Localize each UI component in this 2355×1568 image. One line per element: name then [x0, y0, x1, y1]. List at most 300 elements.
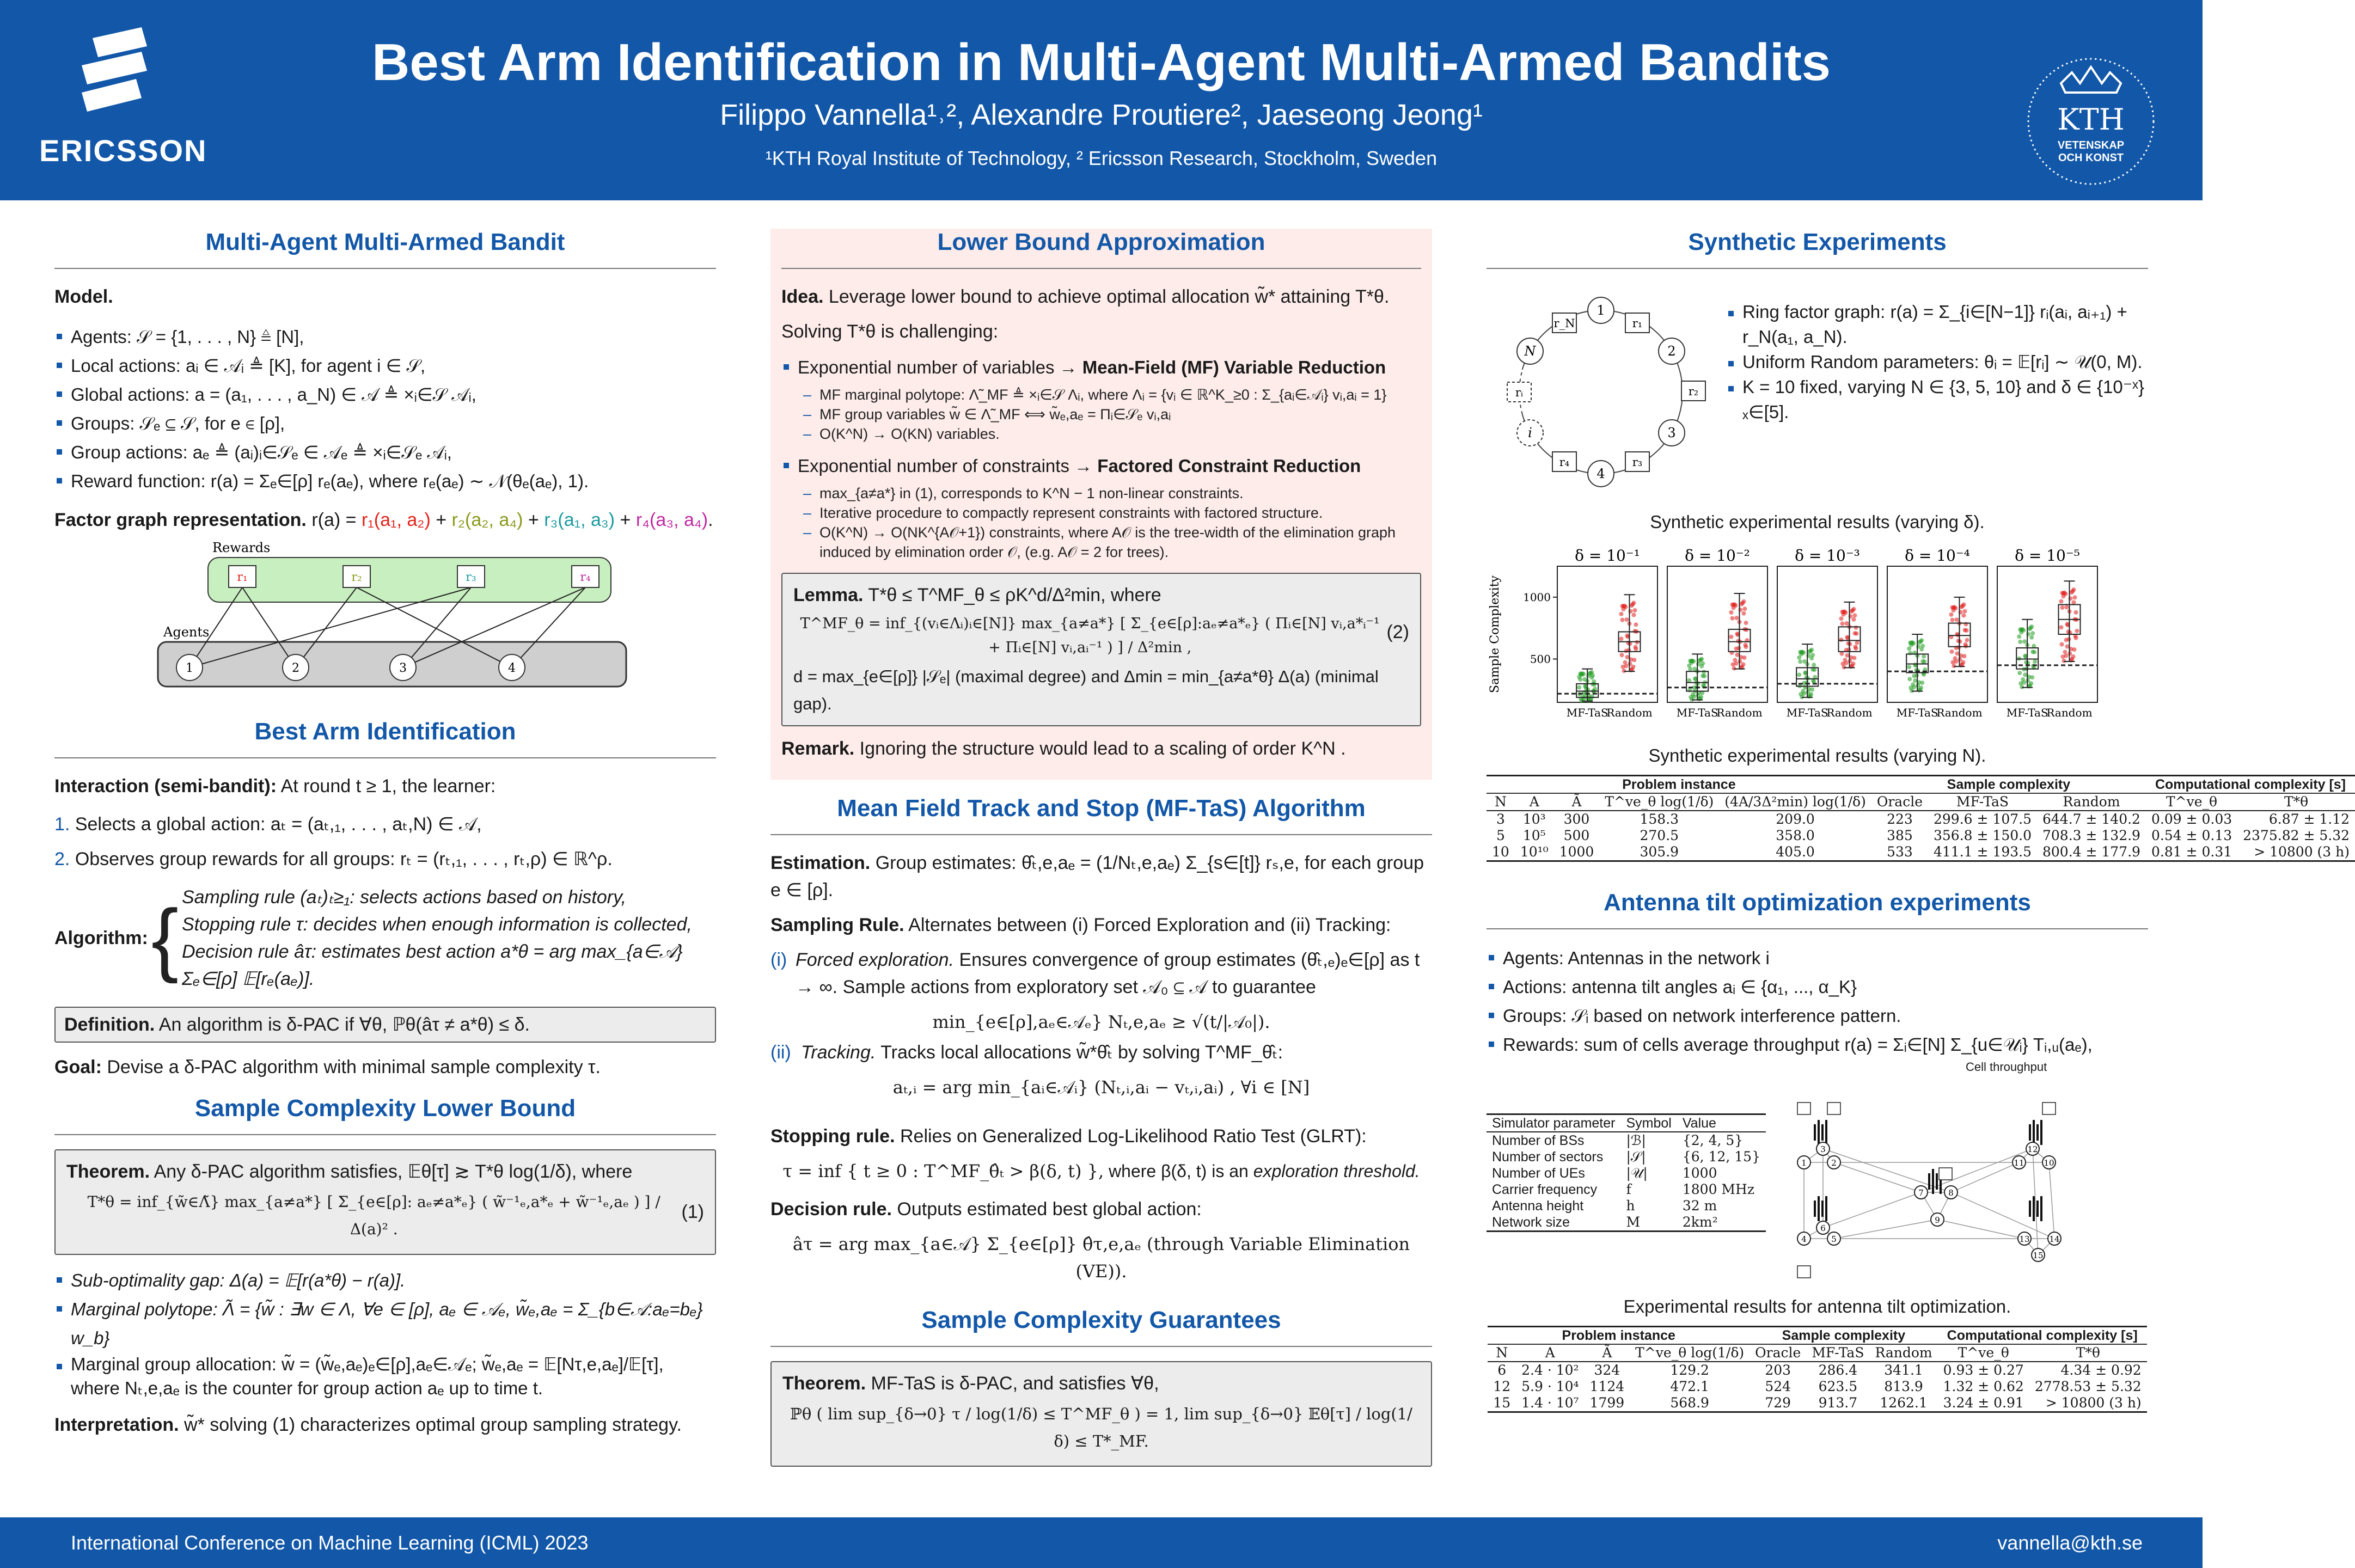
panel-frame — [1887, 566, 1987, 702]
table-cell: 623.5 — [1818, 1379, 1858, 1394]
agent-node: 4 — [508, 661, 516, 675]
table-row — [1487, 1198, 1766, 1214]
antenna-icon — [1821, 1124, 1824, 1141]
table-row — [1487, 1214, 1766, 1232]
factor-graph-eq: Factor graph representation. r(a) = r₁(a₁, a₂) + r₂(a₂, a₄) + r₃(a₁, a₃) + r₄(a₃, a₄). — [54, 510, 713, 530]
data-point — [2063, 650, 2067, 654]
data-point — [2075, 629, 2079, 633]
table-cell: 385 — [1887, 828, 1913, 843]
data-point — [1625, 655, 1629, 659]
table-cell: 12 — [1493, 1379, 1511, 1394]
data-point — [2062, 659, 2066, 663]
alg-sampling: Sampling rule (aₜ)ₜ≥₁: selects actions based on history, — [181, 887, 627, 908]
lb-bullets — [54, 1266, 716, 1400]
data-point — [1810, 687, 1814, 691]
section-title-antenna: Antenna tilt optimization experiments — [1487, 889, 2148, 929]
theorem-eq: T*θ = inf_{w̃∈Λ̃} max_{a≠a*} [ Σ_{e∈[ρ]: aₑ≠a*ₑ} ( w̃⁻¹ₑ,a*ₑ + w̃⁻¹ₑ,aₑ ) ] / Δ(a)² . — [87, 1193, 660, 1238]
antenna-icon — [2040, 1120, 2042, 1145]
table-cell: 472.1 — [1670, 1379, 1709, 1394]
antenna-icon — [2033, 1120, 2035, 1145]
data-point — [1798, 659, 1802, 664]
data-point — [1797, 656, 1801, 660]
data-point — [1732, 666, 1736, 671]
data-point — [2065, 622, 2069, 626]
data-point — [1619, 636, 1623, 641]
interaction-text: Interaction (semi-bandit): At round t ≥ 1, the learner: — [54, 776, 496, 797]
table-cell: 341.1 — [1884, 1362, 1923, 1378]
data-point — [1952, 664, 1956, 668]
table-cell: > 10800 (3 h) — [2237, 844, 2355, 861]
estimation-text: Estimation. Group estimates: θ̂ₜ,e,aₑ = (1/Nₜ,e,aₑ) Σ_{s∈[t]} rₛ,e, for each group e ∈ [ρ]. — [770, 853, 1424, 901]
antenna-icon — [2036, 1200, 2039, 1217]
table-cell: 324 — [1594, 1362, 1620, 1378]
tracking-eq: aₜ,ᵢ = arg min_{aᵢ∈𝒜ᵢ} (Nₜ,ᵢ,aᵢ − vₜ,ᵢ,aᵢ) , ∀i ∈ [N] — [892, 1077, 1310, 1098]
ring-node: 3 — [1667, 425, 1676, 440]
data-point — [1852, 613, 1857, 617]
chart-panel — [1667, 547, 1767, 719]
table-cell: 3 — [1496, 811, 1505, 827]
chart-panel — [1523, 547, 1657, 719]
step-1: 1. Selects a global action: aₜ = (aₜ,₁, . . . , aₜ,N) ∈ 𝒜, — [54, 814, 482, 835]
data-point — [2064, 638, 2068, 642]
data-point — [1955, 651, 1959, 656]
data-point — [1699, 664, 1704, 669]
guarantee-theorem-box: Theorem. MF-TaS is δ-PAC, and satisfies ∀θ, ℙθ ( lim sup_{δ→0} τ / log(1/δ) ≤ T^MF_θ ) = 1, lim sup_{δ→0} 𝔼θ[τ] / log(1/δ) ≤ T*_MF. — [770, 1361, 1432, 1467]
y-tick-label: 1000 — [1523, 590, 1551, 604]
table-cell: 1.32 ± 0.62 — [1943, 1379, 2024, 1394]
data-point — [2073, 636, 2078, 640]
data-point — [1950, 618, 1954, 622]
agent-node: 3 — [399, 661, 407, 675]
antenna-icon — [1821, 1200, 1824, 1217]
synthetic-results-table — [1487, 775, 2355, 862]
data-point — [1740, 601, 1745, 605]
network-node-label: 9 — [1935, 1215, 1940, 1225]
data-point — [1951, 605, 1955, 610]
reward-factor — [1797, 1266, 1810, 1278]
section-title-lba: Lower Bound Approximation — [781, 229, 1421, 269]
data-point — [1949, 650, 1954, 654]
list-item: – Iterative procedure to compactly represent constraints with factored structure. — [803, 503, 1421, 523]
data-point — [1909, 641, 1913, 645]
table-cell: 0.93 ± 0.27 — [1943, 1362, 2024, 1378]
table-header: T*θ — [2029, 1344, 2147, 1362]
ring-factor-graph — [1487, 283, 1715, 501]
data-point — [1918, 639, 1923, 644]
table-cell: 10¹⁰ — [1515, 844, 1554, 861]
table-cell: 0.81 ± 0.31 — [2146, 844, 2237, 861]
data-point — [1735, 653, 1739, 657]
data-point — [1961, 613, 1966, 617]
list-item: Marginal polytope: Λ̃ = {w̃ : ∃w ∈ Λ, ∀e ∈ [ρ], aₑ ∈ 𝒜ₑ, w̃ₑ,aₑ = Σ_{b∈𝒜:aₑ=bₑ} w_b} — [54, 1295, 716, 1352]
table-cell: h — [1626, 1198, 1635, 1214]
list-item: Marginal group allocation: w̃ = (w̃ₑ,aₑ)ₑ∈[ρ],aₑ∈𝒜ₑ; w̃ₑ,aₑ = 𝔼[Nτ,e,aₑ]/𝔼[τ], where Nₜ,e,aₑ is the counter for group action aₑ up to time t. — [54, 1352, 716, 1400]
table-cell: 1124 — [1589, 1379, 1625, 1394]
table-row — [1487, 1181, 1766, 1198]
data-point — [1907, 677, 1912, 681]
data-point — [1577, 685, 1581, 690]
network-node-label: 7 — [1918, 1188, 1924, 1198]
x-tick-label: MF-TaS — [1896, 706, 1938, 719]
data-point — [1920, 681, 1924, 685]
data-point — [1803, 670, 1807, 675]
table-cell: 4.34 ± 0.92 — [2060, 1362, 2142, 1378]
table-header: MF-TaS — [1928, 793, 2037, 811]
ring-node: N — [1524, 344, 1536, 359]
reward-node: r₂ — [351, 571, 362, 584]
data-point — [1845, 635, 1849, 639]
data-point — [2071, 600, 2076, 604]
data-point — [1960, 604, 1965, 608]
antenna-setup — [1487, 1097, 2148, 1282]
table-row — [1487, 1165, 1766, 1181]
ring-factor: r_N — [1553, 317, 1575, 330]
table-cell: 1000 — [1554, 844, 1600, 861]
table-cell: 500 — [1563, 828, 1590, 843]
x-tick-label: Random — [1606, 706, 1653, 719]
table-group-header: Computational complexity [s] — [2155, 777, 2346, 792]
data-point — [2059, 599, 2063, 603]
data-point — [2019, 628, 2023, 632]
table-cell: 568.9 — [1630, 1395, 1750, 1412]
data-point — [1698, 658, 1703, 662]
data-point — [1812, 663, 1816, 667]
list-item: – O(K^N) → O(NK^{A𝒪+1}) constraints, where A𝒪 is the tree-width of the elimination graph induced by elimination order 𝒪, (e.g. A𝒪 = 2 for trees). — [803, 523, 1421, 562]
data-point — [1582, 677, 1587, 682]
data-point — [1949, 612, 1953, 617]
table-header: A — [1516, 1344, 1584, 1362]
data-point — [2018, 640, 2022, 644]
table-header: T^ve_θ — [1938, 1344, 2029, 1362]
agent-node: 2 — [292, 661, 299, 675]
table-header: A — [1515, 793, 1554, 811]
panel-title: δ = 10⁻⁴ — [1905, 547, 1970, 565]
y-tick-label: 500 — [1530, 652, 1551, 666]
table-cell: 813.9 — [1884, 1379, 1923, 1394]
conference-text: International Conference on Machine Learning (ICML) 2023 — [71, 1532, 589, 1554]
list-item: K = 10 fixed, varying N ∈ {3, 5, 10} and δ ∈ {10⁻ˣ}ₓ∈[5]. — [1726, 375, 2148, 425]
data-point — [2020, 685, 2024, 689]
data-point — [2023, 654, 2027, 658]
table-cell: 533 — [1871, 844, 1928, 861]
list-item: Uniform Random parameters: θᵢ = 𝔼[rᵢ] ∼ 𝒰(0, M). — [1726, 350, 2148, 375]
table-cell: 913.7 — [1806, 1395, 1869, 1412]
table-row — [1487, 811, 2355, 828]
antenna-icon — [1936, 1173, 1938, 1190]
x-tick-label: Random — [1826, 706, 1873, 719]
data-point — [1734, 647, 1738, 651]
data-point — [1962, 609, 1967, 614]
step-2: 2. Observes group rewards for all groups: rₜ = (rₜ,₁, . . . , rₜ,ρ) ∈ ℝ^ρ. — [54, 849, 613, 869]
table-cell: 1.4 · 10⁷ — [1516, 1395, 1584, 1412]
kth-logo-text: KTH — [2057, 102, 2125, 137]
table-cell: 2km² — [1677, 1214, 1766, 1232]
table-row — [1487, 1149, 1766, 1165]
data-point — [1624, 617, 1629, 622]
data-point — [1920, 659, 1925, 664]
decision-eq: âτ = arg max_{a∈𝒜} Σ_{e∈[ρ]} θ̂τ,e,aₑ (through Variable Elimination (VE)). — [792, 1234, 1410, 1282]
footer-bar — [0, 1517, 2203, 1568]
data-point — [1579, 672, 1583, 676]
data-point — [2033, 659, 2037, 664]
forced-exploration-eq: min_{e∈[ρ],aₑ∈𝒜ₑ} Nₜ,e,aₑ ≥ √(t/|𝒜₀|). — [932, 1012, 1270, 1032]
table-header: Value — [1677, 1114, 1766, 1132]
table-group-header: Problem instance — [1622, 777, 1736, 792]
data-point — [2059, 642, 2064, 646]
section-title-mftas: Mean Field Track and Stop (MF-TaS) Algorithm — [770, 795, 1432, 835]
network-node-label: 11 — [2014, 1158, 2024, 1168]
data-point — [2064, 605, 2069, 609]
decision-text: Decision rule. Outputs estimated best global action: — [770, 1199, 1202, 1220]
poster-authors: Filippo Vannella¹˒², Alexandre Proutiere², Jaeseong Jeong¹ — [720, 99, 1483, 131]
svg-text:VETENSKAP: VETENSKAP — [2057, 139, 2125, 151]
model-bullets — [54, 322, 716, 495]
network-node-label: 12 — [2027, 1144, 2038, 1154]
data-point — [1802, 659, 1807, 664]
data-point — [2061, 591, 2065, 596]
stopping-text: Stopping rule. Relies on Generalized Log-Likelihood Ratio Test (GLRT): — [770, 1126, 1367, 1147]
x-tick-label: Random — [2046, 706, 2093, 719]
table-cell: 305.9 — [1599, 844, 1719, 861]
agent-node: 1 — [186, 661, 193, 675]
table-header: Symbol — [1620, 1114, 1677, 1132]
data-point — [1687, 664, 1691, 668]
table-cell: Network size — [1487, 1214, 1620, 1232]
data-point — [1799, 650, 1803, 654]
reward-factor — [1827, 1102, 1840, 1114]
theorem-box: Theorem. Any δ-PAC algorithm satisfies, 𝔼θ[τ] ≳ T*θ log(1/δ), where T*θ = inf_{w̃∈Λ̃} max_{a≠a*} [ Σ_{e∈[ρ]: aₑ≠a*ₑ} ( w̃⁻¹ₑ,a*ₑ + w̃⁻¹ₑ,aₑ ) ] / Δ(a)² . (1) — [54, 1149, 716, 1255]
data-point — [1735, 632, 1739, 636]
table1-caption: Synthetic experimental results (varying N). — [1648, 745, 1986, 765]
data-point — [1962, 654, 1966, 658]
kth-logo-icon — [2023, 53, 2159, 189]
antenna-icon — [1818, 1196, 1820, 1221]
table-cell: 1000 — [1682, 1165, 1717, 1181]
data-point — [1689, 659, 1693, 663]
table-cell: 223 — [1887, 811, 1913, 827]
antenna-results-table — [1488, 1326, 2146, 1413]
table-header: Simulator parameter — [1487, 1114, 1620, 1132]
panel-frame — [1777, 566, 1877, 702]
antenna-icon — [1814, 1124, 1816, 1141]
data-point — [1808, 648, 1813, 653]
table-cell: 0.54 ± 0.13 — [2151, 828, 2232, 843]
ring-factor: r₃ — [1632, 456, 1643, 469]
ring-node: i — [1528, 425, 1532, 440]
data-point — [1733, 658, 1737, 662]
table-cell: 299.6 ± 107.5 — [1934, 811, 2032, 827]
table-cell: Number of UEs — [1492, 1166, 1585, 1181]
fg-term-1: r₁(a₁, a₂) — [361, 510, 431, 530]
variable-reduction: Exponential number of variables → Mean-Field (MF) Variable Reduction — [781, 353, 1421, 382]
data-point — [1691, 693, 1695, 697]
data-point — [1693, 676, 1697, 681]
list-item: Groups: 𝒮ₑ ⊆ 𝒮, for e ∈ [ρ], — [54, 409, 716, 438]
table-group-header: Sample complexity — [1782, 1328, 1906, 1343]
table-header: N — [1487, 793, 1515, 811]
data-point — [1692, 667, 1697, 671]
data-point — [1744, 621, 1748, 625]
data-point — [1631, 613, 1636, 617]
table-cell: Number of sectors — [1492, 1149, 1604, 1165]
ring-node: 1 — [1596, 303, 1605, 318]
section-title-synthetic: Synthetic Experiments — [1487, 229, 2148, 269]
table-cell: 158.3 — [1640, 811, 1679, 827]
table-cell: 286.4 — [1818, 1362, 1858, 1378]
table-cell: 708.3 ± 132.9 — [2042, 828, 2140, 843]
data-point — [2017, 634, 2021, 639]
reward-node: r₁ — [237, 571, 248, 584]
table-cell: 2.4 · 10² — [1521, 1362, 1579, 1378]
table-cell: 2375.82 ± 5.32 — [2243, 828, 2350, 843]
table-cell: |ℬ| — [1626, 1132, 1646, 1148]
table-header: MF-TaS — [1806, 1344, 1869, 1362]
list-item: – O(K^N) → O(KN) variables. — [803, 424, 1421, 444]
table-cell: |𝒰| — [1626, 1165, 1648, 1181]
table-cell: f — [1626, 1181, 1631, 1197]
table-cell: 356.8 ± 150.0 — [1934, 828, 2032, 843]
data-point — [1843, 658, 1847, 662]
data-point — [1589, 675, 1594, 679]
data-point — [1625, 634, 1629, 638]
data-point — [1619, 612, 1623, 616]
network-edge — [1823, 1149, 1951, 1192]
data-point — [1953, 656, 1957, 660]
network-node-label: 13 — [2019, 1234, 2030, 1244]
antenna-icon — [2040, 1196, 2042, 1221]
table-cell: 10 — [1487, 844, 1515, 861]
panel-frame — [1557, 566, 1657, 702]
table-cell: 270.5 — [1640, 828, 1679, 843]
table2-caption: Experimental results for antenna tilt optimization. — [1623, 1296, 2011, 1316]
table-header: Random — [2037, 793, 2146, 811]
data-point — [1801, 689, 1805, 693]
svg-text:Agents: Agents — [163, 624, 210, 640]
network-node-label: 14 — [2049, 1234, 2060, 1244]
antenna-icon — [2033, 1196, 2035, 1221]
antenna-bullets — [1487, 944, 2148, 1059]
panel-title: δ = 10⁻³ — [1795, 547, 1860, 565]
data-point — [1619, 653, 1624, 657]
data-point — [1954, 617, 1959, 622]
alg-decision: Decision rule âτ: estimates best action a*θ = arg max_{a∈𝒜} Σₑ∈[ρ] 𝔼[rₑ(aₑ)]. — [181, 941, 683, 989]
reward-factor — [1797, 1102, 1810, 1114]
network-node-label: 10 — [2044, 1158, 2054, 1168]
table-row — [1488, 1362, 2146, 1379]
data-point — [1734, 616, 1739, 620]
data-point — [1621, 604, 1625, 608]
data-point — [1845, 653, 1849, 658]
data-point — [2022, 639, 2027, 644]
data-point — [1912, 674, 1916, 678]
table-row — [1488, 1395, 2146, 1412]
data-point — [1962, 628, 1967, 632]
table-group-header: Problem instance — [1562, 1328, 1675, 1343]
antenna-icon — [1932, 1169, 1934, 1194]
table-row — [1488, 1379, 2146, 1395]
variable-reduction-subs — [781, 385, 1421, 444]
data-point — [2072, 595, 2077, 599]
data-point — [1907, 646, 1911, 651]
table-cell: Antenna height — [1492, 1198, 1584, 1214]
table-row — [1487, 828, 2355, 844]
table-cell: 10³ — [1522, 811, 1546, 827]
table-header: T^ve_θ log(1/δ) — [1599, 793, 1719, 811]
data-point — [2029, 635, 2034, 640]
table-cell: 6.87 ± 1.12 — [2268, 811, 2350, 827]
table-header: T*θ — [2237, 793, 2355, 811]
ring-node: 4 — [1596, 466, 1605, 481]
data-point — [1730, 662, 1735, 666]
data-point — [1913, 663, 1917, 667]
chart-panel — [1887, 547, 1987, 719]
x-tick-label: Random — [1936, 706, 1983, 719]
list-item: Local actions: aᵢ ∈ 𝒜ᵢ ≜ [K], for agent i ∈ 𝒮, — [54, 351, 716, 380]
data-point — [1632, 658, 1636, 662]
stopping-eq: τ = inf { t ≥ 0 : T^MF_θ̂ₜ > β(δ, t) }, where β(δ, t) is an exploration threshold. — [782, 1161, 1420, 1181]
network-node-label: 1 — [1801, 1158, 1807, 1168]
table-cell: 411.1 ± 193.5 — [1928, 844, 2037, 861]
y-axis-label: Sample Complexity — [1488, 575, 1502, 693]
network-node-label: 6 — [1820, 1223, 1826, 1233]
table-cell: 729 — [1750, 1395, 1806, 1412]
data-point — [1634, 647, 1638, 651]
data-point — [1729, 610, 1733, 615]
data-point — [1854, 646, 1858, 651]
network-node-label: 15 — [2033, 1251, 2044, 1260]
table-cell: {6, 12, 15} — [1682, 1149, 1760, 1165]
table-cell: {2, 4, 5} — [1682, 1132, 1744, 1148]
data-point — [1852, 631, 1857, 635]
column-middle — [770, 229, 1432, 1467]
data-point — [2065, 644, 2069, 648]
table-cell: 0.09 ± 0.03 — [2151, 811, 2232, 827]
data-point — [2030, 650, 2035, 654]
network-node-label: 8 — [1948, 1188, 1954, 1198]
table-cell: 1262.1 — [1869, 1395, 1937, 1412]
data-point — [1632, 629, 1637, 633]
guarantee-eq: ℙθ ( lim sup_{δ→0} τ / log(1/δ) ≤ T^MF_θ ) = 1, lim sup_{δ→0} 𝔼θ[τ] / log(1/δ) ≤ T*_MF. — [790, 1405, 1412, 1450]
section-title-bai: Best Arm Identification — [54, 718, 716, 758]
data-point — [2028, 626, 2033, 630]
data-point — [1624, 648, 1628, 653]
list-item: Group actions: aₑ ≜ (aᵢ)ᵢ∈𝒮ₑ ∈ 𝒜ₑ ≜ ×ᵢ∈𝒮ₑ 𝒜ᵢ, — [54, 438, 716, 467]
table-row — [1487, 844, 2355, 861]
alg-stopping: Stopping rule τ: decides when enough information is collected, — [181, 914, 692, 935]
table-cell: 203 — [1765, 1362, 1791, 1378]
section-title-mamab: Multi-Agent Multi-Armed Bandit — [54, 229, 716, 269]
data-point — [1913, 678, 1917, 683]
constraint-reduction-subs — [781, 483, 1421, 562]
definition-box: Definition. An algorithm is δ-PAC if ∀θ, ℙθ(âτ ≠ a*θ) ≤ δ. — [54, 1007, 716, 1043]
data-point — [1854, 626, 1858, 630]
network-edge — [2049, 1162, 2054, 1239]
data-point — [1839, 638, 1843, 642]
data-point — [1583, 684, 1587, 688]
x-tick-label: Random — [1716, 706, 1763, 719]
x-tick-label: MF-TaS — [2006, 706, 2048, 719]
list-item: – MF marginal polytope: Λ̃_MF ≜ ×ᵢ∈𝒮 Λᵢ, where Λᵢ = {vᵢ ∈ ℝ^K_≥0 : Σ_{aᵢ∈𝒜ᵢ} vᵢ,aᵢ = 1} — [803, 385, 1421, 405]
email-link[interactable]: vannella@kth.se — [1997, 1532, 2143, 1554]
antenna-icon — [1818, 1120, 1820, 1145]
section-title-lb: Sample Complexity Lower Bound — [54, 1095, 716, 1135]
table-cell: 6 — [1497, 1362, 1507, 1378]
panel-title: δ = 10⁻¹ — [1575, 547, 1640, 565]
interpretation-text: Interpretation. w̃* solving (1) characterizes optimal group sampling strategy. — [54, 1414, 682, 1435]
cell-throughput-label: Cell throughput — [1966, 1060, 2047, 1074]
data-point — [2070, 589, 2075, 593]
table-cell: 1800 MHz — [1682, 1181, 1755, 1197]
